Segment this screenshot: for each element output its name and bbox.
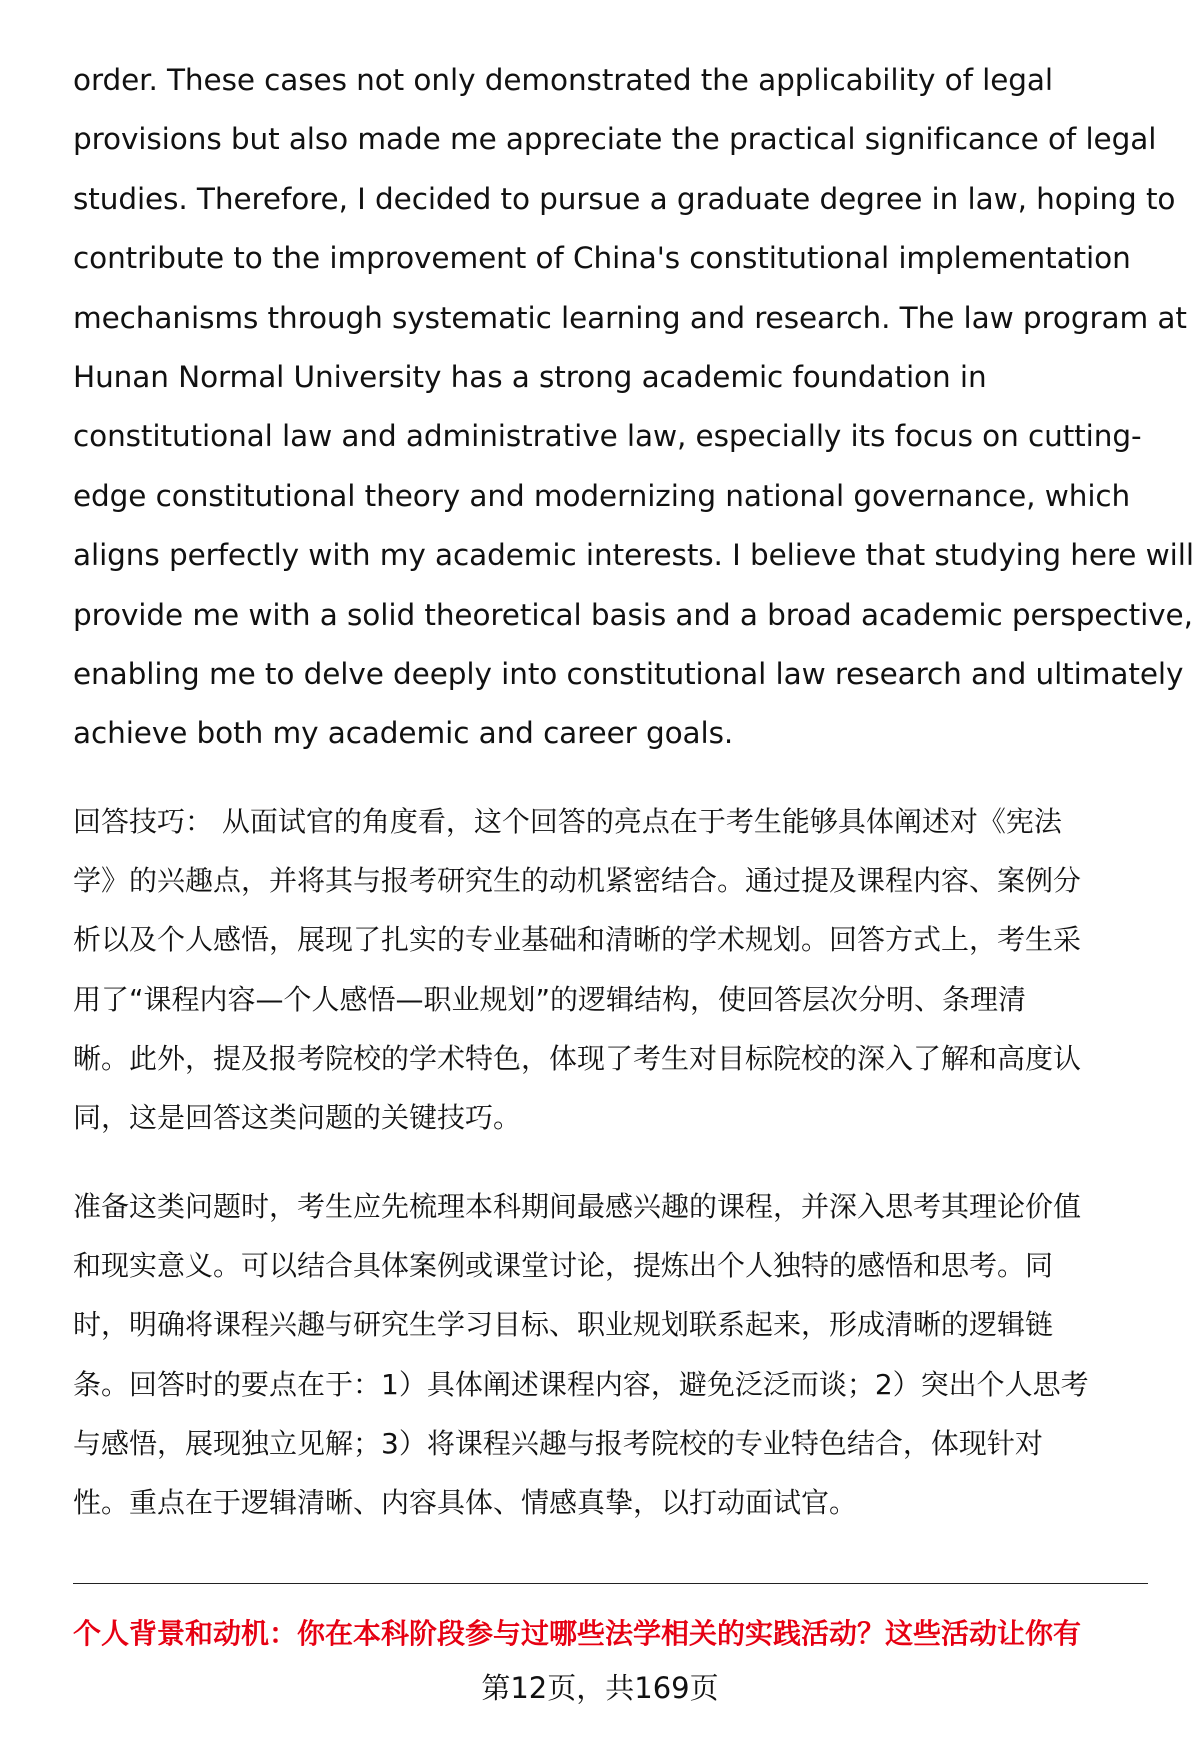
paragraph-line: provisions but also made me appreciate the practical significance of legal [73, 122, 1157, 157]
paragraph-line: studies. Therefore, I decided to pursue a graduate degree in law, hoping to [73, 181, 1176, 216]
prep-paragraph-line: 与感悟，展现独立见解；3）将课程兴趣与报考院校的专业特色结合，体现针对 [73, 1426, 1043, 1460]
paragraph-line: aligns perfectly with my academic interests. I believe that studying here will [73, 538, 1194, 573]
paragraph-line: enabling me to delve deeply into constitutional law research and ultimately [73, 657, 1184, 691]
paragraph-line: constitutional law and administrative law, especially its focus on cutting- [73, 419, 1142, 454]
prep-paragraph-line: 条。回答时的要点在于：1）具体阐述课程内容，避免泛泛而谈；2）突出个人思考 [73, 1367, 1089, 1401]
prep-paragraph-line: 准备这类问题时，考生应先梳理本科期间最感兴趣的课程，并深入思考其理论价值 [73, 1190, 1082, 1223]
tips-paragraph-line: 晰。此外，提及报考院校的学术特色，体现了考生对目标院校的深入了解和高度认 [73, 1041, 1082, 1075]
next-question-heading: 个人背景和动机：你在本科阶段参与过哪些法学相关的实践活动？这些活动让你有 [73, 1617, 1082, 1650]
paragraph-line: mechanisms through systematic learning and research. The law program at [73, 300, 1187, 335]
tips-paragraph-line: 同，这是回答这类问题的关键技巧。 [73, 1101, 522, 1134]
paragraph-line: Hunan Normal University has a strong academic foundation in [73, 360, 987, 394]
prep-paragraph-line: 时，明确将课程兴趣与研究生学习目标、职业规划联系起来，形成清晰的逻辑链 [73, 1308, 1054, 1342]
tips-paragraph-line: 回答技巧： 从面试官的角度看，这个回答的亮点在于考生能够具体阐述对《宪法 [73, 805, 1062, 838]
page-number: 第12页，共169页 [481, 1671, 719, 1705]
paragraph-line: order. These cases not only demonstrated the applicability of legal [73, 63, 1053, 97]
tips-paragraph-line: 用了“课程内容—个人感悟—职业规划”的逻辑结构，使回答层次分明、条理清 [73, 982, 1027, 1016]
tips-paragraph-line: 析以及个人感悟，展现了扎实的专业基础和清晰的学术规划。回答方式上，考生采 [73, 923, 1082, 957]
paragraph-line: provide me with a solid theoretical basis and a broad academic perspective, [73, 597, 1193, 632]
prep-paragraph-line: 性。重点在于逻辑清晰、内容具体、情感真挚，以打动面试官。 [73, 1486, 858, 1519]
paragraph-line: edge constitutional theory and modernizing national governance, which [73, 478, 1131, 513]
tips-paragraph-line: 学》的兴趣点，并将其与报考研究生的动机紧密结合。通过提及课程内容、案例分 [73, 864, 1082, 898]
prep-paragraph-line: 和现实意义。可以结合具体案例或课堂讨论，提炼出个人独特的感悟和思考。同 [73, 1249, 1054, 1283]
paragraph-line: achieve both my academic and career goals. [73, 716, 734, 751]
paragraph-line: contribute to the improvement of China's constitutional implementation [73, 241, 1131, 276]
section-divider [73, 1583, 1148, 1584]
